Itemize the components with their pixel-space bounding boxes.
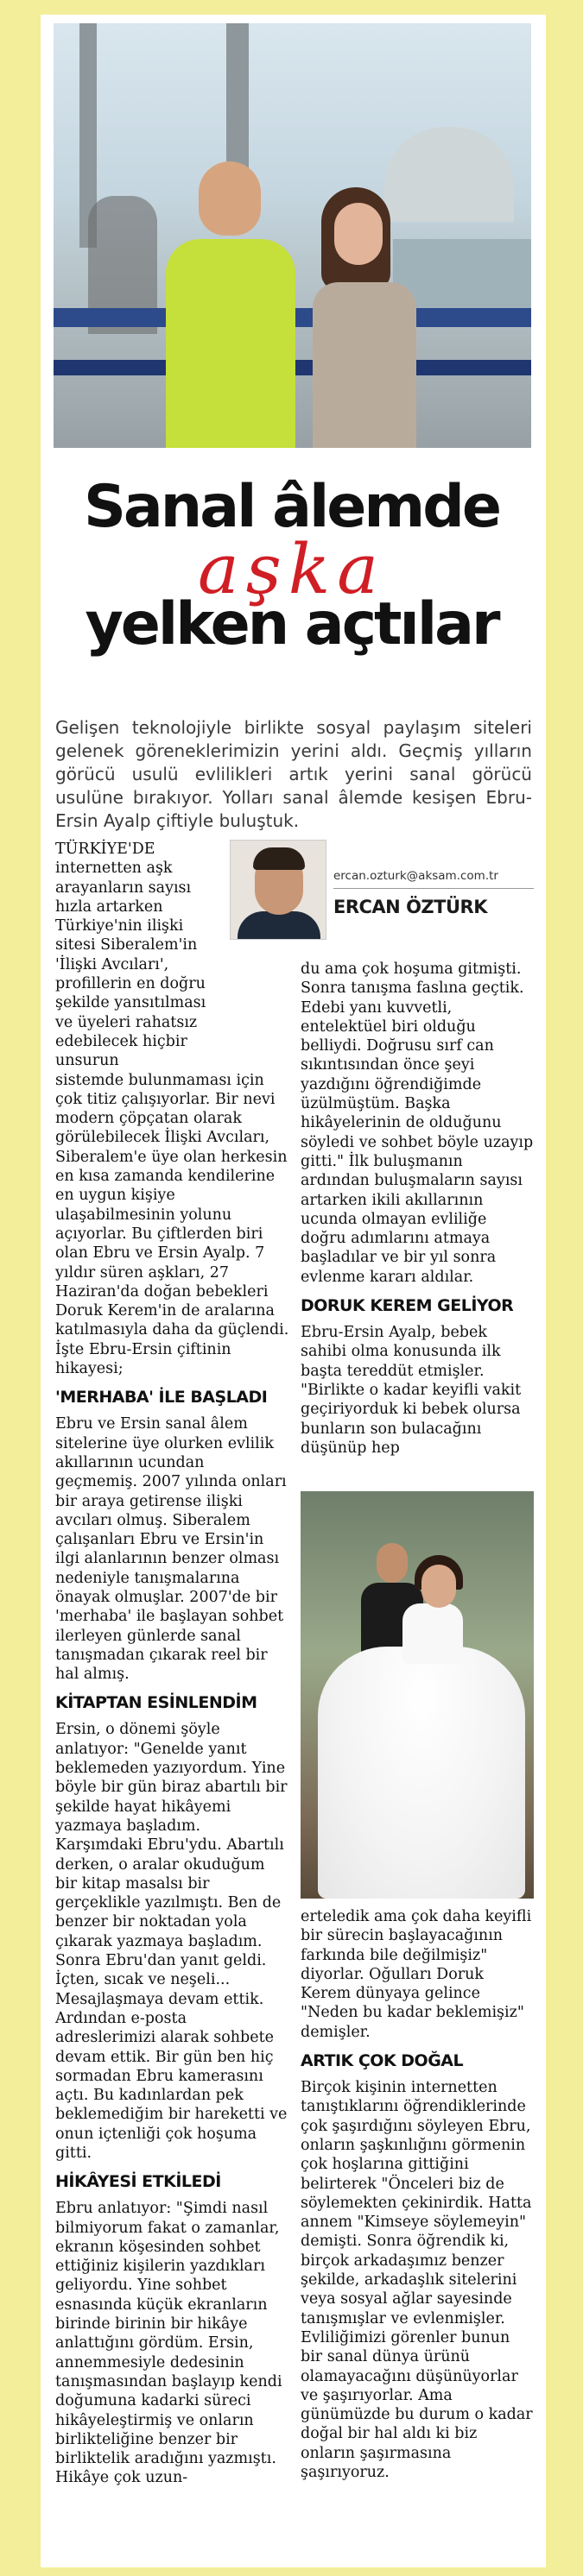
couple-photo bbox=[54, 23, 531, 448]
paragraph-artik-cok-dogal: Birçok kişinin internetten tanıştıklarını öğrendiklerinde çok şaşırdığını söyleyen Ebru, onların şaşkınlığını görmenin çok hoşlarına gittiğini belirterek "Önceleri biz de söylemekten çekinirdik. Hatta annem "Kimseye söylemeyin" demişti. Sonra öğrendik ki, birçok arkadaşımız benzer şekilde, arkadaşlık sitelerini veya sosyal ağlar sayesinde tanışmışlar ve evlenmişler. Evliliğimizi görenler bunun bir sanal dünya ürünü olamayacağını düşünüyorlar ve şaşırıyorlar. Ama günümüzde bu durum o kadar doğal bir hal aldı ki biz onların şaşırmasına şaşırıyoruz. bbox=[301, 2079, 533, 2482]
wedding-photo bbox=[301, 1491, 534, 1899]
intro-paragraph: sistemde bulunmaması için çok titiz çalışıyorlar. Bir nevi modern çöpçatan olarak görülebilecek İlişki Avcıları, Siberalem'e üye olan herkesin en kısa zamanda kendilerine en uygun kişiye ulaşabilmesinin yolunu açıyorlar. Bu çiftlerden biri olan Ebru ve Ersin Ayalp. 7 yıldır süren aşkları, 27 Haziran'da doğan bebekleri Doruk Kerem'in de aralarına katılmasıyla daha da güçlendi. İşte Ebru-Ersin çiftinin hikayesi; bbox=[55, 1071, 289, 1378]
subheading-artik-cok-dogal: ARTIK ÇOK DOĞAL bbox=[301, 2051, 464, 2071]
author-email: ercan.ozturk@aksam.com.tr bbox=[333, 869, 498, 883]
subheading-doruk-kerem: DORUK KEREM GELİYOR bbox=[301, 1296, 514, 1316]
paragraph-hikayesi: Ebru anlatıyor: "Şimdi nasıl bilmiyorum fakat o zamanlar, ekranın köşesinden sohbet ettiğiniz kişilerin yazdıkları geliyordu. Yine sohbet esnasında küçük ekranların birinde birinin bir hikâye anlattığını gördüm. Ersin, annemmesiyle dedesinin tanışmasından başlayıp kendi doğumuna kadarki süreci hikâyeleştirmiş ve onların birlikteliğine benzer bir birliktelik aradığını yazmıştı. Hikâye çok uzun- bbox=[55, 2200, 282, 2487]
headline-line-2: aşka bbox=[198, 529, 385, 609]
paragraph-kitaptan: Ersin, o dönemi şöyle anlatıyor: "Genelde yanıt beklemeden yazıyordum. Yine böyle bir gün biraz abartılı bir şekilde hayat hikâyemi yazmaya başladım. Karşımdaki Ebru'ydu. Abartılı derken, o aralar okuduğum bir kitap masalsı bir gerçeklikle yazılmıştı. Ben de benzer bir noktadan yola çıkarak yazmaya başladım. Sonra Ebru'dan yanıt geldi. İçten, sıcak ve neşeli... Mesajlaşmaya devam ettik. Ardından e-posta adreslerimizi alarak sohbete devam ettik. Bir gün ben hiç sormadan Ebru kamerasını açtı. Bu kadınlardan pek beklemediğim bir hareketti ve onun içtenliği çok hoşuma gitti. bbox=[55, 1721, 288, 2162]
headline-line-3: yelken açtılar bbox=[85, 590, 498, 658]
column-2-top bbox=[301, 960, 534, 1458]
headline-line-1: Sanal âlemde bbox=[83, 473, 500, 541]
column-2-bottom bbox=[301, 1907, 534, 2482]
intro-paragraph-narrow: TÜRKİYE'DE internetten aşk arayanların sayısı hızla artarken Türkiye'nin ilişki sitesi Siberalem'in 'İlişki Avcıları', profillerin en doğru şekilde yansıtılması ve üyeleri rahatsız edebilecek hiçbir unsurun bbox=[55, 841, 206, 1070]
paragraph-continued: du ama çok hoşuma gitmişti. Sonra tanışma faslına geçtik. Edebi yanı kuvvetli, entelektüel biri olduğu belliydi. Doğrusu sırf can sıkıntısından önce şeyi yazdığını öğrendiğimde üzülmüştüm. Başka hikâyelerinin de olduğunu söyledi ve sohbet böyle uzayıp gitti." İlk buluşmanın ardından buluşmaların sayısı artarken ikili akıllarının ucunda olmayan evliliğe doğru adımlarını atmaya başladılar ve bir yıl sonra evlenme kararı aldılar. bbox=[301, 960, 534, 1286]
paragraph-doruk-kerem: Ebru-Ersin Ayalp, bebek sahibi olma konusunda ilk başta tereddüt etmişler. "Birlikte o kadar keyifli vakit geçiriyorduk ki bebek olursa bunların son bulacağını düşünüp hep bbox=[301, 1324, 522, 1457]
column-1 bbox=[55, 840, 290, 2488]
author-divider bbox=[333, 888, 534, 889]
paragraph-merhaba: Ebru ve Ersin sanal âlem sitelerine üye olurken evlilik akıllarının ucundan geçmemiş. 2007 yılında onları bir araya getirense ilişki avcıları olmuş. Siberalem çalışanları Ebru ve Ersin'in ilgi alanlarının benzer olması nedeniyle tanışmalarına önayak olmuşlar. 2007'de bir 'merhaba' ile başlayan sohbet ilerleyen günlerde sanal tanışmadan çıkarak reel bir hal almış. bbox=[55, 1415, 287, 1684]
subheading-merhaba: 'MERHABA' İLE BAŞLADI bbox=[55, 1388, 268, 1408]
subheading-hikayesi: HİKÂYESİ ETKİLEDİ bbox=[55, 2172, 221, 2192]
lead-paragraph: Gelişen teknolojiyle birlikte sosyal paylaşım siteleri gelenek göreneklerimizin yerini aldı. Geçmiş yılların görücü usulü evlilikleri artık yerini sanal görücü usulüne bırakıyor. Yolları sanal âlemde kesişen Ebru-Ersin Ayalp çiftiyle buluştuk. bbox=[55, 717, 532, 831]
subheading-kitaptan: KİTAPTAN ESİNLENDİM bbox=[55, 1693, 257, 1713]
paragraph-doruk-kerem-continued: erteledik ama çok daha keyifli bir sürecin başlayacağının farkında bile değilmişiz" diyorlar. Oğulları Doruk Kerem dünyaya gelince "Neden bu kadar beklemişiz" demişler. bbox=[301, 1908, 532, 2041]
author-name: ERCAN ÖZTÜRK bbox=[333, 897, 487, 917]
